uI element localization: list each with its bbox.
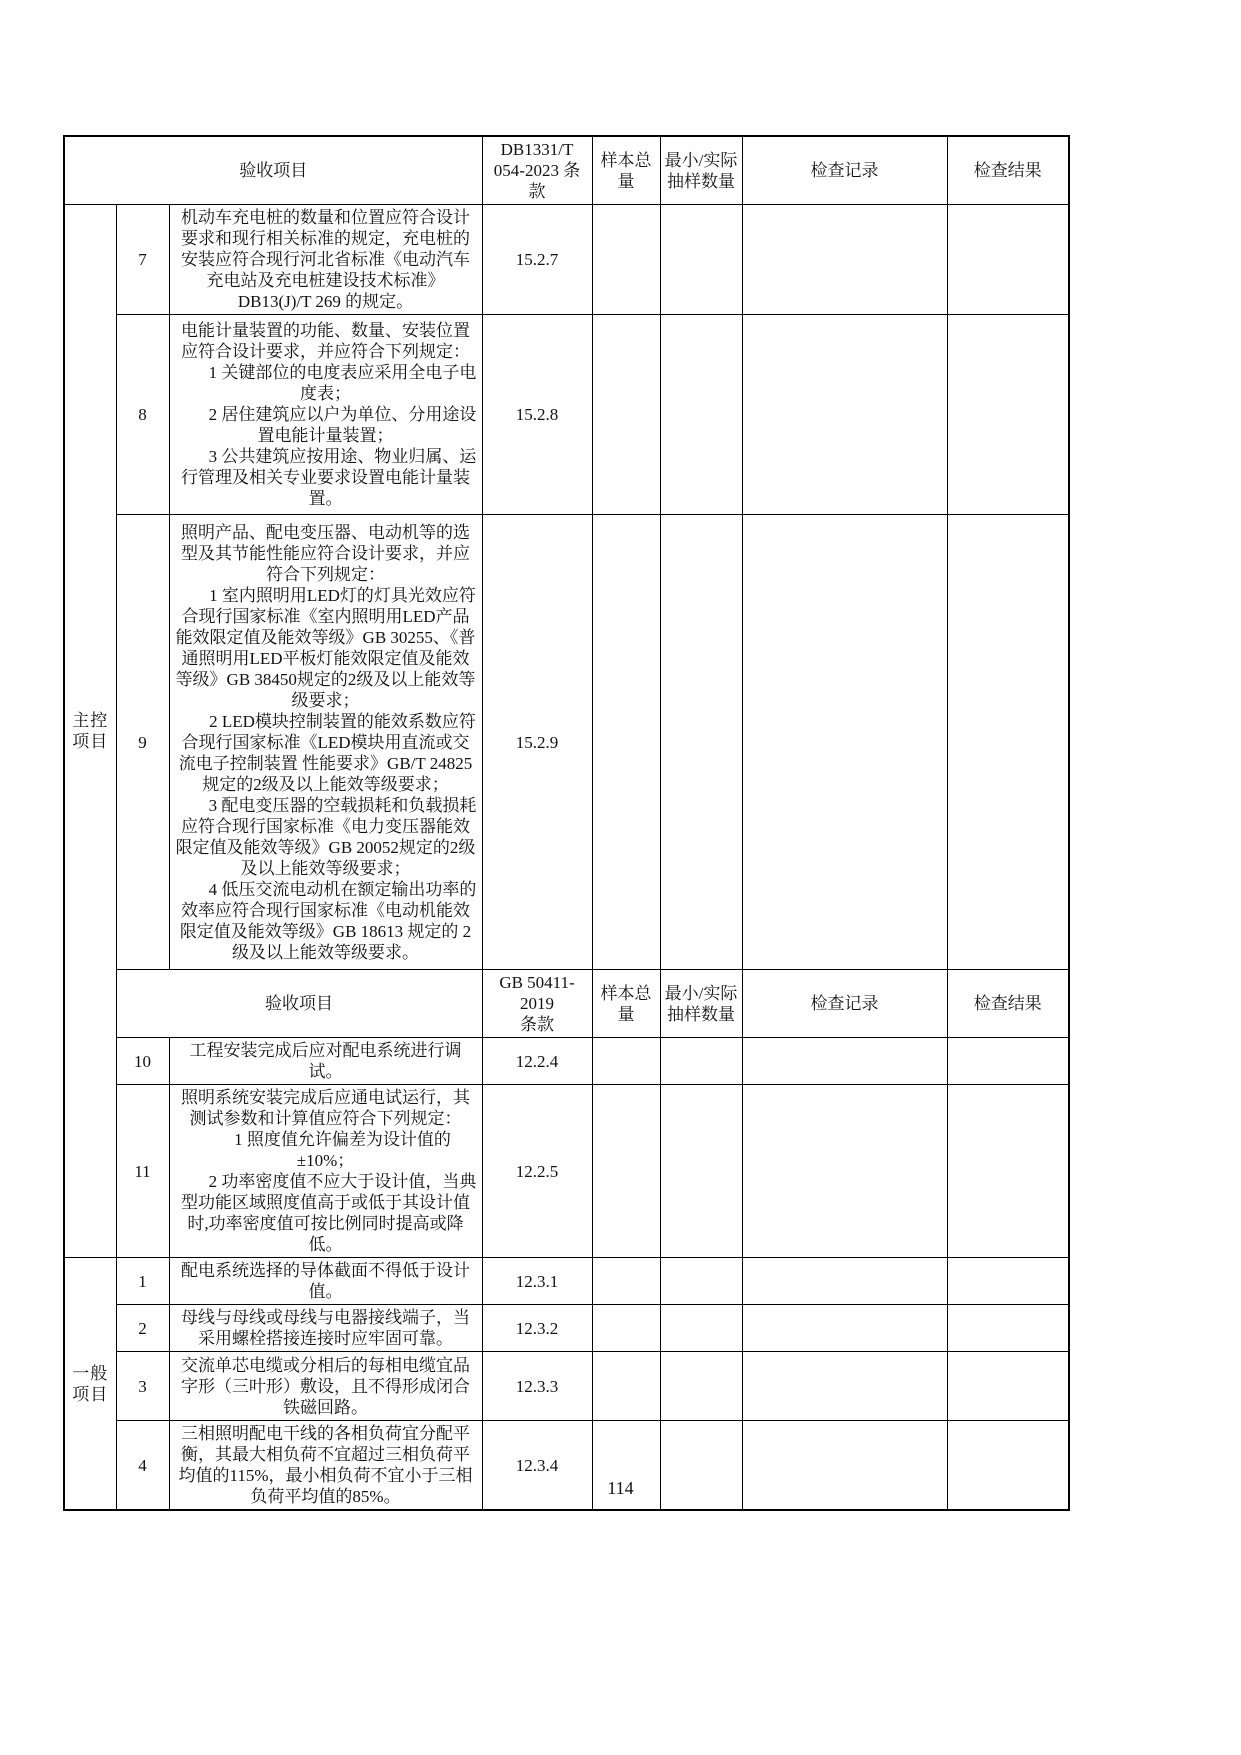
cell-sample-total [592,205,660,315]
header-item-column: 验收项目 [64,136,482,205]
row-clause: 15.2.7 [482,205,592,315]
cell-inspection-result [947,1352,1069,1421]
cell-min-actual [660,1258,742,1305]
page-number: 114 [607,1478,634,1498]
table-header-row-2 [64,970,1069,1038]
row-number: 10 [116,1038,169,1085]
cell-min-actual [660,515,742,970]
row-description: 照明系统安装完成后应通电试运行，其测试参数和计算值应符合下列规定： 1 照度值允许偏差为设计值的±10%； 2 功率密度值不应大于设计值，当典型功能区域照度值高于或低于其设计值时,功率密度值可按比例同时提高或降低。 [169,1085,482,1258]
header-sample-total-column: 样本总量 [592,970,660,1038]
cell-inspection-record [742,1352,947,1421]
cell-inspection-record [742,1305,947,1352]
row-clause: 12.2.4 [482,1038,592,1085]
row-number: 2 [116,1305,169,1352]
cell-inspection-record [742,515,947,970]
row-clause: 12.2.5 [482,1085,592,1258]
cell-min-actual [660,1085,742,1258]
acceptance-table [63,135,1070,1511]
cell-inspection-result [947,1085,1069,1258]
group-label-general: 一般 项目 [64,1258,116,1511]
cell-inspection-result [947,515,1069,970]
cell-inspection-record [742,1258,947,1305]
row-clause: 12.3.1 [482,1258,592,1305]
cell-sample-total [592,515,660,970]
row-description: 工程安装完成后应对配电系统进行调试。 [169,1038,482,1085]
row-number: 11 [116,1085,169,1258]
cell-inspection-record [742,315,947,515]
table-header-row-1 [64,136,1069,205]
header-item-column: 验收项目 [116,970,482,1038]
row-number: 9 [116,515,169,970]
row-clause: 12.3.3 [482,1352,592,1421]
cell-inspection-record [742,1038,947,1085]
cell-inspection-result [947,1258,1069,1305]
header-inspection-record-column: 检查记录 [742,970,947,1038]
header-min-actual-column: 最小/实际 抽样数量 [660,970,742,1038]
table-row-main-7 [64,205,1069,315]
table-row-general-1 [64,1258,1069,1305]
row-description: 配电系统选择的导体截面不得低于设计值。 [169,1258,482,1305]
header-inspection-result-column: 检查结果 [947,136,1069,205]
cell-min-actual [660,1352,742,1421]
cell-min-actual [660,205,742,315]
header-clause-column: GB 50411-2019 条款 [482,970,592,1038]
cell-sample-total [592,1305,660,1352]
cell-min-actual [660,1305,742,1352]
row-clause: 12.3.2 [482,1305,592,1352]
cell-inspection-result [947,315,1069,515]
row-description: 照明产品、配电变压器、电动机等的选型及其节能性能应符合设计要求，并应符合下列规定： 1 室内照明用LED灯的灯具光效应符合现行国家标准《室内照明用LED产品能效限定值及能效等级》GB 30255、《普通照明用LED平板灯能效限定值及能效等级》GB 38450规定的2级及以上能效等级要求； 2 LED模块控制装置的能效系数应符合现行国家标准《LED模块用直流或交流电子控制装置 性能要求》GB/T 24825规定的2级及以上能效等级要求； 3 配电变压器的空载损耗和负载损耗应符合现行国家标准《电力变压器能效限定值及能效等级》GB 20052规定的2级及以上能效等级要求； 4 低压交流电动机在额定输出功率的效率应符合现行国家标准《电动机能效限定值及能效等级》GB 18613 规定的 2 级及以上能效等级要求。 [169,515,482,970]
header-min-actual-column: 最小/实际 抽样数量 [660,136,742,205]
table-row-general-3 [64,1352,1069,1421]
row-number: 4 [116,1421,169,1511]
row-description: 母线与母线或母线与电器接线端子，当采用螺栓搭接连接时应牢固可靠。 [169,1305,482,1352]
cell-min-actual [660,1038,742,1085]
row-clause: 15.2.8 [482,315,592,515]
cell-min-actual [660,315,742,515]
header-inspection-record-column: 检查记录 [742,136,947,205]
row-number: 7 [116,205,169,315]
header-sample-total-column: 样本总量 [592,136,660,205]
table-row-main-8 [64,315,1069,515]
table-row-main-9 [64,515,1069,970]
cell-sample-total [592,315,660,515]
cell-inspection-result [947,1038,1069,1085]
header-clause-column: DB1331/T 054-2023 条款 [482,136,592,205]
cell-inspection-record [742,205,947,315]
table-row-main-10 [64,1038,1069,1085]
table-row-general-2 [64,1305,1069,1352]
cell-inspection-record [742,1085,947,1258]
row-description: 机动车充电桩的数量和位置应符合设计要求和现行相关标准的规定，充电桩的安装应符合现行河北省标准《电动汽车充电站及充电桩建设技术标准》DB13(J)/T 269 的规定。 [169,205,482,315]
row-number: 1 [116,1258,169,1305]
row-description: 交流单芯电缆或分相后的每相电缆宜品字形（三叶形）敷设，且不得形成闭合铁磁回路。 [169,1352,482,1421]
cell-sample-total [592,1258,660,1305]
table-row-main-11 [64,1085,1069,1258]
row-clause: 15.2.9 [482,515,592,970]
cell-sample-total [592,1038,660,1085]
row-description: 三相照明配电干线的各相负荷宜分配平衡，其最大相负荷不宜超过三相负荷平均值的115%，最小相负荷不宜小于三相负荷平均值的85%。 [169,1421,482,1511]
header-inspection-result-column: 检查结果 [947,970,1069,1038]
group-label-main-control: 主控 项目 [64,205,116,1258]
cell-sample-total [592,1352,660,1421]
cell-inspection-result [947,1305,1069,1352]
row-number: 3 [116,1352,169,1421]
row-number: 8 [116,315,169,515]
row-clause: 12.3.4 [482,1421,592,1511]
row-description: 电能计量装置的功能、数量、安装位置应符合设计要求，并应符合下列规定： 1 关键部位的电度表应采用全电子电度表； 2 居住建筑应以户为单位、分用途设置电能计量装置； 3 公共建筑应按用途、物业归属、运行管理及相关专业要求设置电能计量装置。 [169,315,482,515]
cell-sample-total [592,1085,660,1258]
cell-inspection-result [947,205,1069,315]
